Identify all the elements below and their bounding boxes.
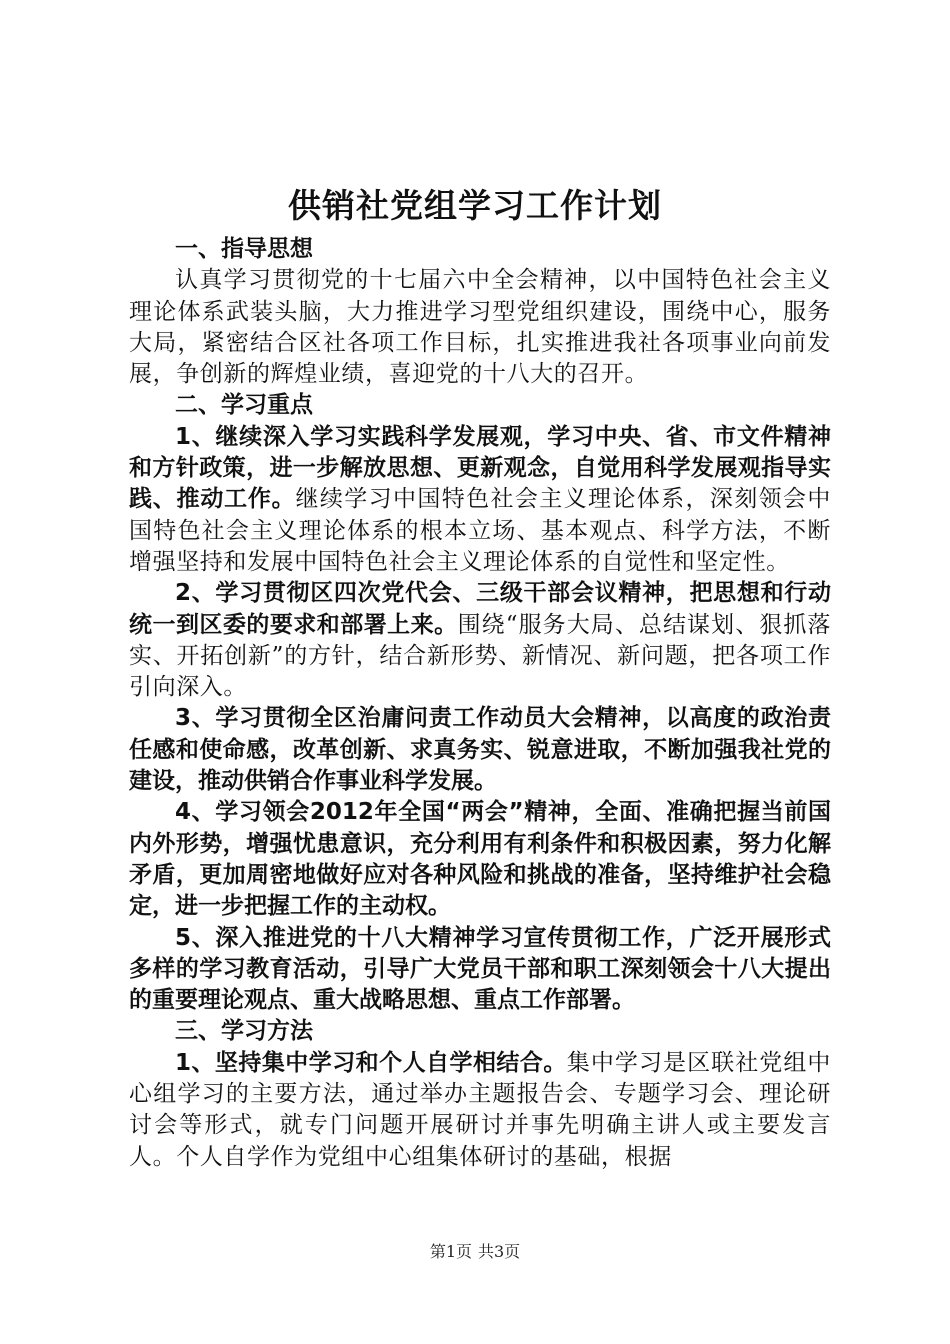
section-heading: 一、指导思想 — [175, 236, 313, 262]
page-number: 第1页 — [429, 1242, 472, 1261]
paragraph — [129, 1048, 831, 1173]
paragraph — [129, 422, 831, 578]
paragraph-lead: 1、继续深入学习实践科学发展观，学习中央、省、市文件精神和方针政策，进一步解放思想、更新观念，自觉用科学发展观指导实践、推动工作。 — [129, 423, 831, 513]
paragraph-lead: 4、学习领会2012年全国“两会”精神，全面、准确把握当前国内外形势，增强忧患意识，充分利用有利条件和积极因素，努力化解矛盾，更加周密地做好应对各种风险和挑战的准备，坚持维护社会稳定，进一步把握工作的主动权。 — [129, 799, 831, 920]
paragraph-text: 集中学习是区联社党组中心组学习的主要方法，通过举办主题报告会、专题学习会、理论研讨会等形式，就专门问题开展研讨并事先明确主讲人或主要发言人。个人自学作为党组中心组集体研讨的基础，根据 — [129, 1049, 831, 1170]
paragraph-text: 继续学习中国特色社会主义理论体系，深刻领会中国特色社会主义理论体系的根本立场、基本观点、科学方法，不断增强坚持和发展中国特色社会主义理论体系的自觉性和坚定性。 — [129, 486, 832, 575]
paragraph — [129, 578, 831, 703]
page-total: 共3页 — [478, 1242, 521, 1261]
paragraph-text: 围绕“服务大局、总结谋划、狠抓落实、开拓创新”的方针，结合新形势、新情况、新问题，把各项工作引向深入。 — [129, 611, 832, 701]
section-heading: 二、学习重点 — [175, 392, 313, 419]
page-footer — [0, 1240, 950, 1264]
paragraph — [129, 703, 831, 797]
paragraph — [129, 265, 831, 390]
paragraph — [129, 797, 831, 922]
paragraph-lead: 1、坚持集中学习和个人自学相结合。 — [175, 1049, 567, 1076]
document-body — [129, 234, 831, 1173]
paragraph — [129, 923, 831, 1017]
paragraph-lead: 2、学习贯彻区四次党代会、三级干部会议精神，把思想和行动统一到区委的要求和部署上来。 — [129, 580, 831, 638]
paragraph-text: 认真学习贯彻党的十七届六中全会精神，以中国特色社会主义理论体系武装头脑，大力推进学习型党组织建设，围绕中心，服务大局，紧密结合区社各项工作目标，扎实推进我社各项事业向前发展，争创新的辉煌业绩，喜迎党的十八大的召开。 — [129, 267, 831, 388]
paragraph-lead: 3、学习贯彻全区治庸问责工作动员大会精神，以高度的政治责任感和使命感，改革创新、求真务实、锐意进取，不断加强我社党的建设，推动供销合作事业科学发展。 — [129, 705, 831, 795]
section-heading: 三、学习方法 — [175, 1018, 313, 1045]
paragraph-lead: 5、深入推进党的十八大精神学习宣传贯彻工作，广泛开展形式多样的学习教育活动，引导广大党员干部和职工深刻领会十八大提出的重要理论观点、重大战略思想、重点工作部署。 — [129, 924, 831, 1014]
document-title: 供销社党组学习工作计划 — [288, 186, 662, 225]
